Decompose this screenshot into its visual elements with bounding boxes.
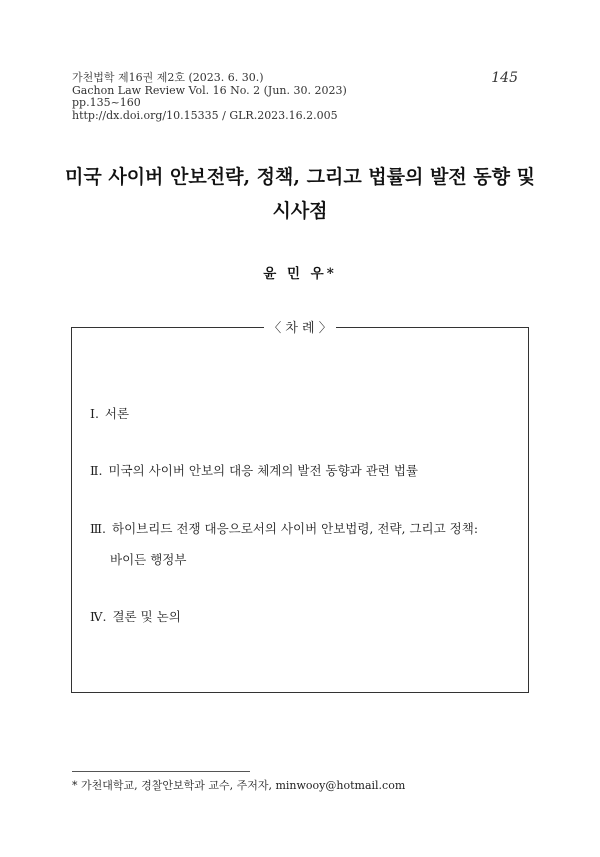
page-number: 145 [491, 70, 518, 86]
journal-issue-english: Gachon Law Review Vol. 16 No. 2 (Jun. 30. 2023) [72, 83, 347, 97]
journal-header [72, 72, 347, 122]
doi-link[interactable]: http://dx.doi.org/10.15335 / GLR.2023.16.2.005 [72, 108, 338, 122]
toc-item-text: 하이브리드 전쟁 대응으로서의 사이버 안보법령, 전략, 그리고 정책: [112, 521, 479, 536]
footnote-divider [72, 771, 250, 772]
toc-heading [0, 317, 600, 336]
toc-item-text: 미국의 사이버 안보의 대응 체계의 발전 동향과 관련 법률 [108, 463, 418, 478]
page-range: pp.135~160 [72, 96, 141, 109]
toc-item-text: 결론 및 논의 [112, 609, 181, 624]
toc-item-number: Ⅱ. [90, 463, 103, 478]
toc-item-number: Ⅰ. [90, 406, 99, 421]
toc-heading-label: 〈 차 례 〉 [264, 321, 336, 336]
toc-item-number: Ⅳ. [90, 609, 107, 624]
author-name: 윤 민 우* [263, 266, 337, 282]
toc-item-number: Ⅲ. [90, 521, 107, 536]
paper-title-line-2: 시사점 [272, 200, 328, 222]
paper-title [0, 160, 600, 228]
toc-item-text: 서론 [104, 406, 130, 421]
toc-item-4 [90, 607, 181, 625]
paper-title-line-1: 미국 사이버 안보전략, 정책, 그리고 법률의 발전 동향 및 [65, 166, 535, 188]
toc-item-1 [90, 404, 129, 422]
table-of-contents-box [71, 327, 529, 693]
toc-item-3 [90, 519, 478, 537]
toc-item-3-continuation: 바이든 행정부 [110, 552, 187, 567]
journal-issue-korean: 가천법학 제16권 제2호 (2023. 6. 30.) [72, 71, 264, 84]
author-footnote: * 가천대학교, 경찰안보학과 교수, 주저자, minwooy@hotmail.com [72, 779, 406, 792]
toc-item-2 [90, 461, 418, 479]
